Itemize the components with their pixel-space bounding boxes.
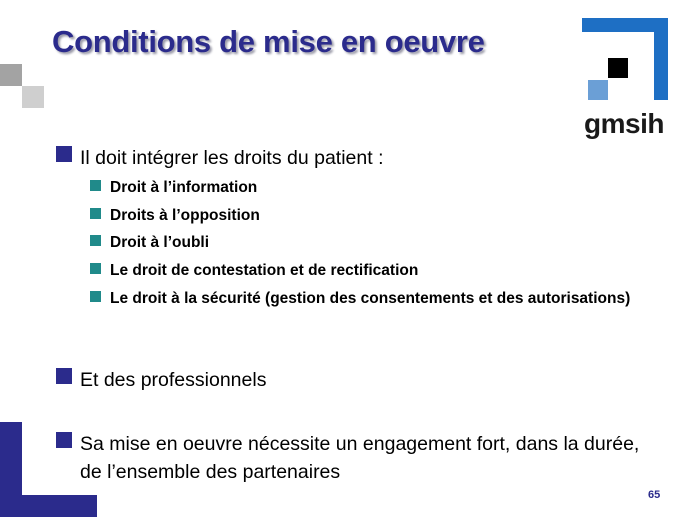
sub-bullet-square-icon — [90, 180, 101, 191]
bullet-text: Et des professionnels — [80, 369, 267, 391]
logo-text: gmsih — [584, 108, 664, 139]
sub-bullet-square-icon — [90, 235, 101, 246]
bullet-square-icon — [56, 146, 72, 162]
bullet-square-icon — [56, 432, 72, 448]
sub-bullet-text: Droit à l’oubli — [110, 234, 210, 251]
sub-bullet-square-icon — [90, 291, 101, 302]
sub-bullet-text: Droits à l’opposition — [110, 207, 260, 224]
decor-square-light — [22, 86, 44, 108]
sub-bullet-text: Le droit à la sécurité (gestion des consentements et des autorisations) — [110, 290, 631, 307]
logo-bar-right — [654, 18, 668, 100]
decor-square-dark — [0, 64, 22, 86]
sub-bullet-square-icon — [90, 208, 101, 219]
sub-bullet-square-icon — [90, 263, 101, 274]
sub-bullet-text: Le droit de contestation et de rectification — [110, 262, 419, 279]
page-number: 65 — [648, 489, 661, 501]
bullet-text: Il doit intégrer les droits du patient : — [80, 147, 384, 169]
slide-title: Conditions de mise en oeuvre — [52, 24, 485, 59]
sub-bullet-text: Droit à l’information — [110, 179, 258, 196]
bullet-text: Sa mise en oeuvre nécessite un engagement fort, dans la durée, de l’ensemble des partenaires — [80, 433, 640, 483]
gmsih-logo — [582, 18, 674, 142]
bullet-square-icon — [56, 368, 72, 384]
logo-black-square — [608, 58, 628, 78]
logo-blue-square — [588, 80, 608, 100]
decor-corner-horizontal — [0, 495, 97, 517]
